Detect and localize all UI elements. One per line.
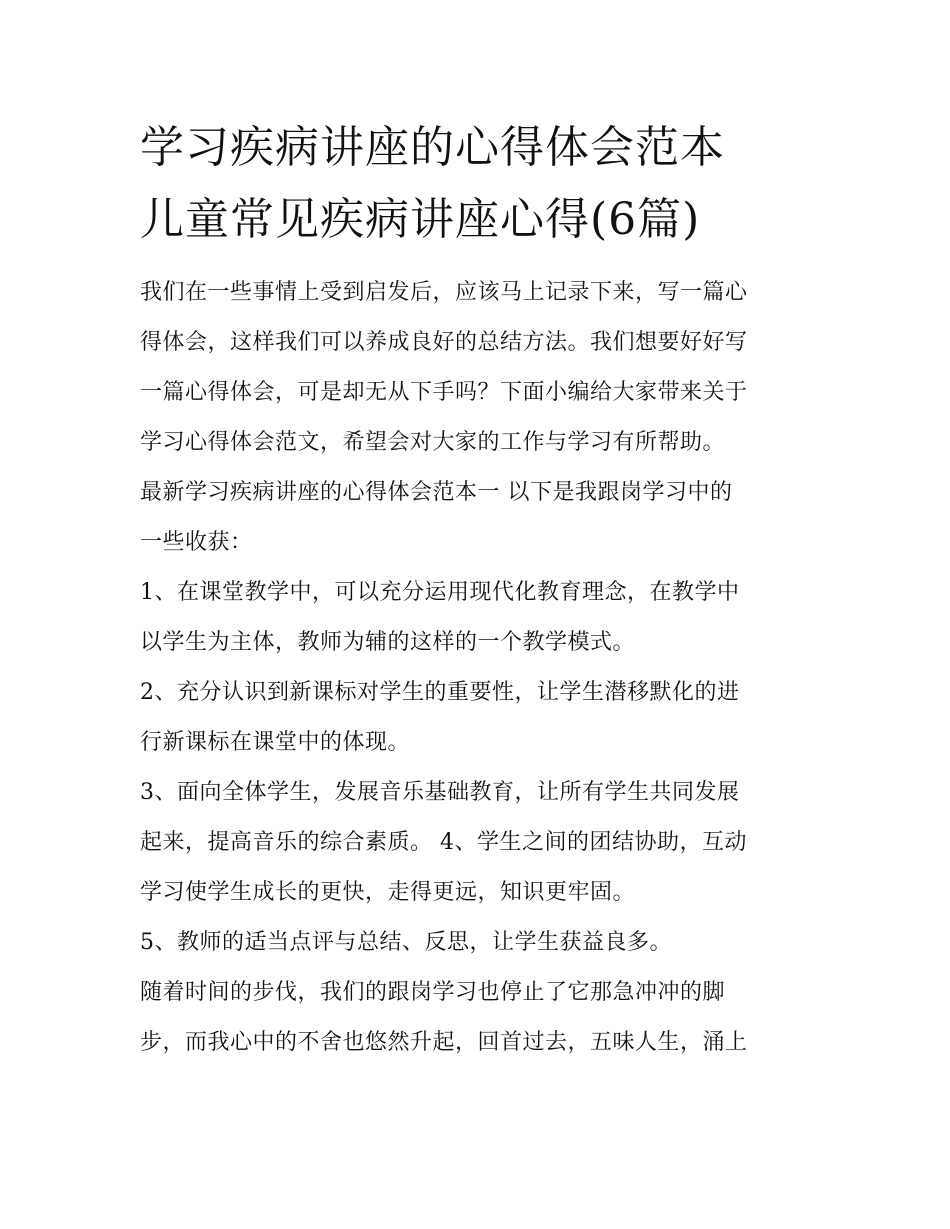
text-line: 学习心得体会范文，希望会对大家的工作与学习有所帮助。: [140, 430, 726, 455]
paragraph-section-heading: [140, 468, 820, 568]
paragraph-closing: [140, 968, 820, 1068]
text-line: 学习使学生成长的更快，走得更远，知识更牢固。: [140, 880, 636, 905]
text-line: 以学生为主体，教师为辅的这样的一个教学模式。: [140, 630, 636, 655]
title-line-2: 儿童常见疾病讲座心得(6篇): [140, 194, 701, 245]
paragraph-intro: [140, 268, 820, 468]
text-line: 我们在一些事情上受到启发后，应该马上记录下来，写一篇心: [140, 280, 748, 305]
text-line: 一些收获：: [140, 530, 253, 555]
paragraph-item-1: [140, 568, 820, 668]
text-line: 2、充分认识到新课标对学生的重要性，让学生潜移默化的进: [140, 680, 740, 705]
text-line: 得体会，这样我们可以养成良好的总结方法。我们想要好好写: [140, 330, 748, 355]
text-line: 3、面向全体学生，发展音乐基础教育，让所有学生共同发展: [140, 780, 740, 805]
text-line: 随着时间的步伐，我们的跟岗学习也停止了它那急冲冲的脚: [140, 980, 726, 1005]
text-line: 5、教师的适当点评与总结、反思，让学生获益良多。: [140, 930, 672, 955]
text-line: 步，而我心中的不舍也悠然升起，回首过去，五味人生，涌上: [140, 1030, 748, 1055]
document-page: [140, 112, 820, 1068]
text-line: 起来，提高音乐的综合素质。 4、学生之间的团结协助，互动: [140, 830, 747, 855]
paragraph-item-5: [140, 918, 820, 968]
document-title: [140, 112, 820, 256]
text-line: 最新学习疾病讲座的心得体会范本一 以下是我跟岗学习中的: [140, 480, 733, 505]
text-line: 1、在课堂教学中，可以充分运用现代化教育理念，在教学中: [140, 580, 740, 605]
paragraph-item-2: [140, 668, 820, 768]
text-line: 行新课标在课堂中的体现。: [140, 730, 411, 755]
text-line: 一篇心得体会，可是却无从下手吗？下面小编给大家带来关于: [140, 380, 748, 405]
paragraph-item-3-4: [140, 768, 820, 918]
title-line-1: 学习疾病讲座的心得体会范本: [140, 122, 725, 173]
